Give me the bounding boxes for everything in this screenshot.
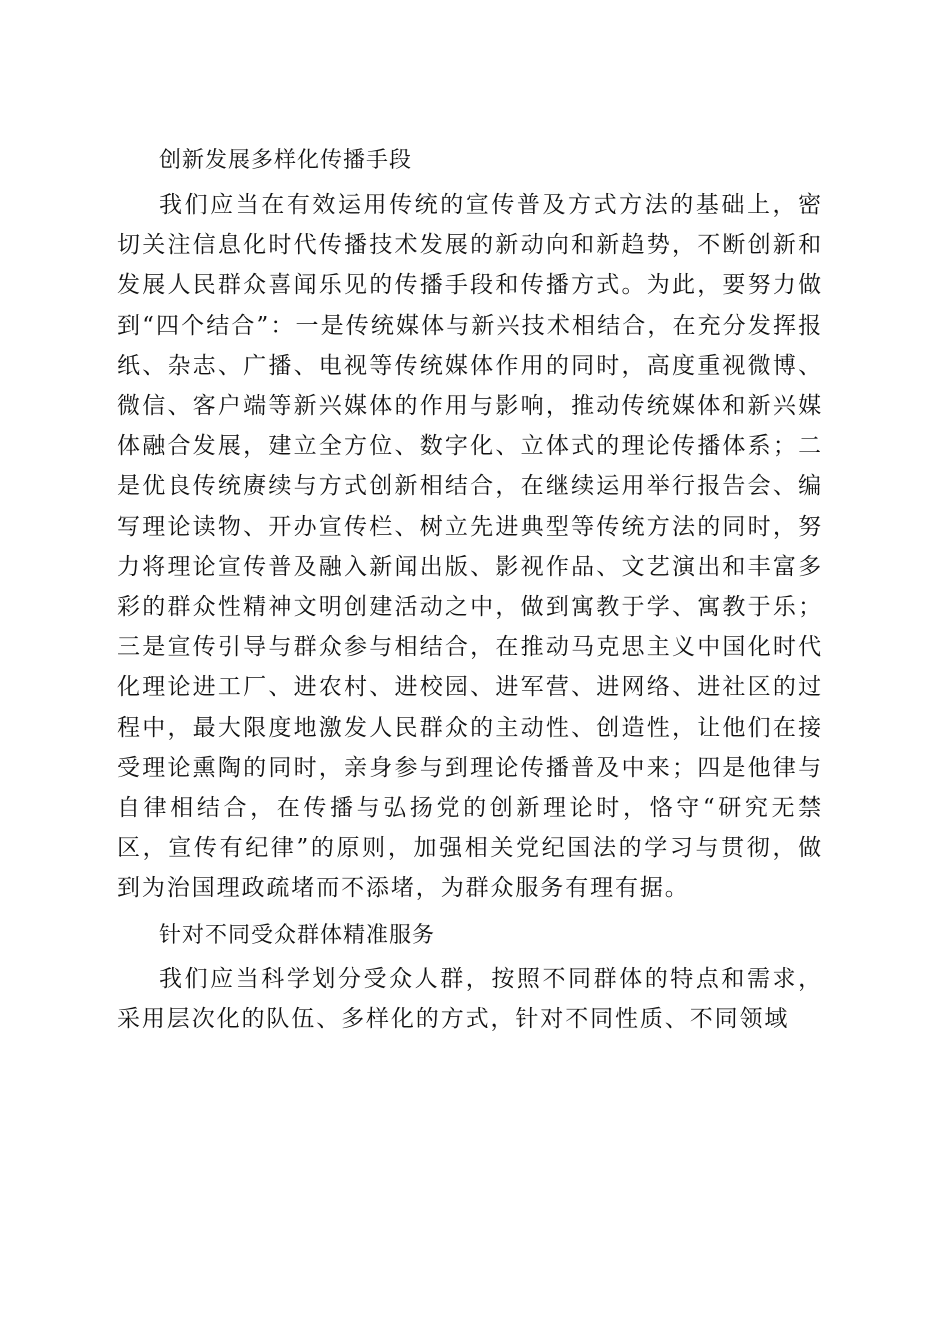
document-page	[117, 138, 823, 1039]
section-heading: 针对不同受众群体精准服务	[159, 922, 436, 948]
body-paragraph: 我们应当在有效运用传统的宣传普及方式方法的基础上，密切关注信息化时代传播技术发展的新动向和新趋势，不断创新和发展人民群众喜闻乐见的传播手段和传播方式。为此，要努力做到“四个结合”：一是传统媒体与新兴技术相结合，在充分发挥报纸、杂志、广播、电视等传统媒体作用的同时，高度重视微博、微信、客户端等新兴媒体的作用与影响，推动传统媒体和新兴媒体融合发展，建立全方位、数字化、立体式的理论传播体系；二是优良传统赓续与方式创新相结合，在继续运用举行报告会、编写理论读物、开办宣传栏、树立先进典型等传统方法的同时，努力将理论宣传普及融入新闻出版、影视作品、文艺演出和丰富多彩的群众性精神文明创建活动之中，做到寓教于学、寓教于乐；三是宣传引导与群众参与相结合，在推动马克思主义中国化时代化理论进工厂、进农村、进校园、进军营、进网络、进社区的过程中，最大限度地激发人民群众的主动性、创造性，让他们在接受理论熏陶的同时，亲身参与到理论传播普及中来；四是他律与自律相结合，在传播与弘扬党的创新理论时，恪守“研究无禁区，宣传有纪律”的原则，加强相关党纪国法的学习与贯彻，做到为治国理政疏堵而不添堵，为群众服务有理有据。	[117, 192, 823, 902]
body-paragraph: 我们应当科学划分受众人群，按照不同群体的特点和需求，采用层次化的队伍、多样化的方式，针对不同性质、不同领域	[117, 965, 823, 1032]
section-heading: 创新发展多样化传播手段	[159, 148, 413, 173]
